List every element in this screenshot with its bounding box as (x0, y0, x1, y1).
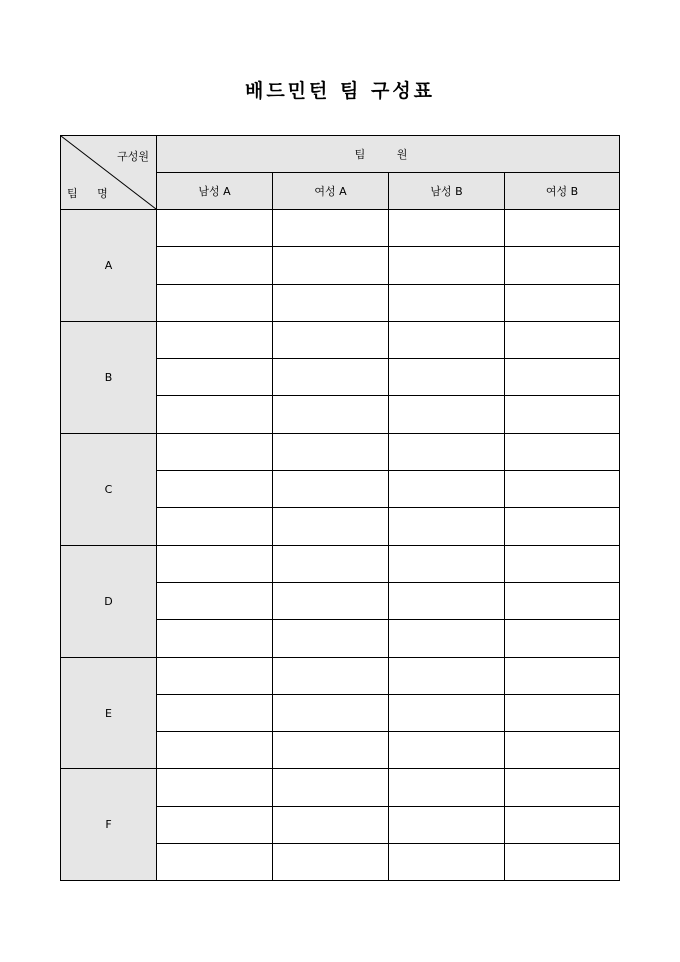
member-entry-cell[interactable] (505, 471, 620, 508)
member-entry-cell[interactable] (505, 284, 620, 321)
team-name-axis-label: 팀 명 (67, 187, 116, 200)
member-entry-cell[interactable] (389, 321, 505, 358)
member-entry-cell[interactable] (505, 694, 620, 731)
member-entry-cell[interactable] (273, 321, 389, 358)
team-name-cell: A (61, 210, 157, 322)
member-entry-cell[interactable] (389, 433, 505, 470)
member-entry-cell[interactable] (389, 769, 505, 806)
team-name-cell: D (61, 545, 157, 657)
team-name-cell: C (61, 433, 157, 545)
member-entry-cell[interactable] (389, 284, 505, 321)
member-entry-cell[interactable] (505, 844, 620, 881)
member-entry-cell[interactable] (157, 284, 273, 321)
member-entry-cell[interactable] (389, 657, 505, 694)
member-entry-cell[interactable] (505, 769, 620, 806)
member-entry-cell[interactable] (273, 284, 389, 321)
column-header-male-b: 남성 B (389, 173, 505, 210)
member-entry-cell[interactable] (389, 582, 505, 619)
member-entry-cell[interactable] (157, 433, 273, 470)
member-entry-cell[interactable] (273, 806, 389, 843)
member-entry-cell[interactable] (505, 433, 620, 470)
table-row (61, 210, 620, 247)
member-entry-cell[interactable] (273, 694, 389, 731)
member-entry-cell[interactable] (157, 247, 273, 284)
table-row (61, 321, 620, 358)
member-entry-cell[interactable] (505, 545, 620, 582)
member-entry-cell[interactable] (157, 321, 273, 358)
member-entry-cell[interactable] (157, 396, 273, 433)
members-header: 팀 원 (157, 136, 620, 173)
member-entry-cell[interactable] (157, 806, 273, 843)
column-header-female-a: 여성 A (273, 173, 389, 210)
member-entry-cell[interactable] (505, 210, 620, 247)
member-entry-cell[interactable] (505, 657, 620, 694)
member-entry-cell[interactable] (505, 732, 620, 769)
member-entry-cell[interactable] (157, 210, 273, 247)
member-entry-cell[interactable] (389, 620, 505, 657)
member-entry-cell[interactable] (389, 508, 505, 545)
member-entry-cell[interactable] (157, 582, 273, 619)
members-axis-label: 구성원 (117, 150, 149, 163)
member-entry-cell[interactable] (157, 657, 273, 694)
member-entry-cell[interactable] (157, 732, 273, 769)
table-row (61, 769, 620, 806)
table-row (61, 433, 620, 470)
member-entry-cell[interactable] (505, 321, 620, 358)
member-entry-cell[interactable] (505, 806, 620, 843)
member-entry-cell[interactable] (505, 620, 620, 657)
member-entry-cell[interactable] (389, 471, 505, 508)
table-row (61, 545, 620, 582)
header-corner-cell (61, 136, 157, 210)
member-entry-cell[interactable] (273, 620, 389, 657)
column-header-male-a: 남성 A (157, 173, 273, 210)
member-entry-cell[interactable] (273, 247, 389, 284)
member-entry-cell[interactable] (273, 545, 389, 582)
member-entry-cell[interactable] (389, 694, 505, 731)
team-name-cell: F (61, 769, 157, 881)
member-entry-cell[interactable] (273, 508, 389, 545)
member-entry-cell[interactable] (389, 844, 505, 881)
column-header-female-b: 여성 B (505, 173, 620, 210)
member-entry-cell[interactable] (389, 806, 505, 843)
member-entry-cell[interactable] (389, 359, 505, 396)
team-name-cell: E (61, 657, 157, 769)
member-entry-cell[interactable] (273, 769, 389, 806)
member-entry-cell[interactable] (505, 396, 620, 433)
member-entry-cell[interactable] (157, 359, 273, 396)
member-entry-cell[interactable] (157, 769, 273, 806)
table-row (61, 657, 620, 694)
member-entry-cell[interactable] (273, 210, 389, 247)
member-entry-cell[interactable] (273, 582, 389, 619)
member-entry-cell[interactable] (273, 732, 389, 769)
member-entry-cell[interactable] (157, 545, 273, 582)
member-entry-cell[interactable] (273, 471, 389, 508)
member-entry-cell[interactable] (273, 396, 389, 433)
member-entry-cell[interactable] (389, 732, 505, 769)
team-name-cell: B (61, 321, 157, 433)
member-entry-cell[interactable] (389, 545, 505, 582)
member-entry-cell[interactable] (157, 844, 273, 881)
team-roster-table (60, 135, 620, 881)
member-entry-cell[interactable] (505, 359, 620, 396)
member-entry-cell[interactable] (157, 508, 273, 545)
member-entry-cell[interactable] (505, 508, 620, 545)
member-entry-cell[interactable] (389, 210, 505, 247)
member-entry-cell[interactable] (157, 694, 273, 731)
member-entry-cell[interactable] (505, 582, 620, 619)
member-entry-cell[interactable] (505, 247, 620, 284)
member-entry-cell[interactable] (273, 359, 389, 396)
member-entry-cell[interactable] (273, 844, 389, 881)
member-entry-cell[interactable] (157, 620, 273, 657)
member-entry-cell[interactable] (157, 471, 273, 508)
member-entry-cell[interactable] (273, 433, 389, 470)
member-entry-cell[interactable] (273, 657, 389, 694)
member-entry-cell[interactable] (389, 396, 505, 433)
member-entry-cell[interactable] (389, 247, 505, 284)
page-title: 배드민턴 팀 구성표 (244, 80, 436, 102)
